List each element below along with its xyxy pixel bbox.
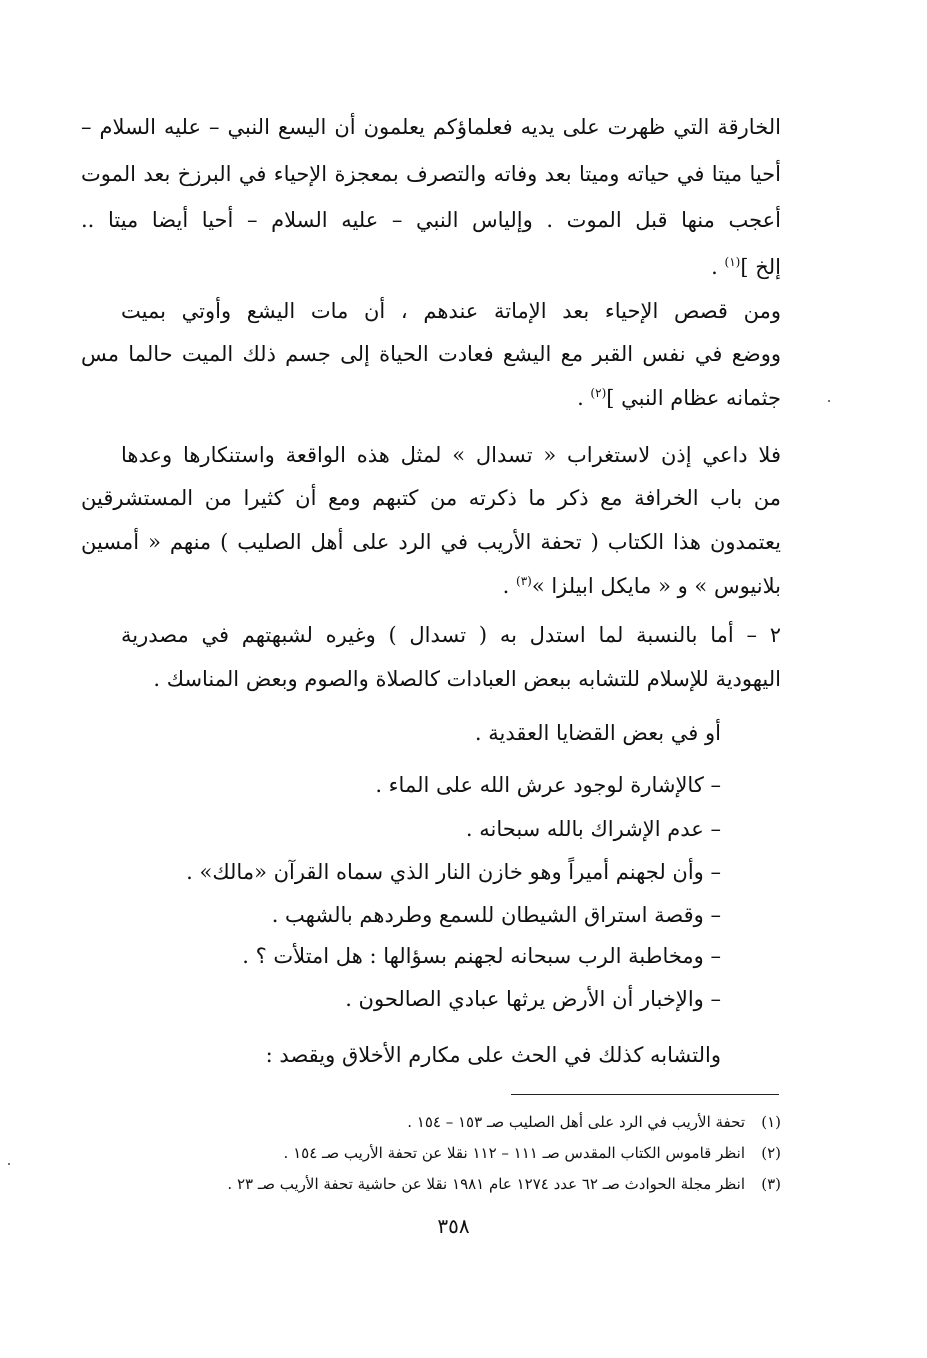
paragraph-6: والتشابه كذلك في الحث على مكارم الأخلاق ويقصد : — [265, 1043, 721, 1067]
line-end: . — [577, 386, 591, 410]
text-line: فلا داعي إذن لاستغراب « تسدال » لمثل هذه الواقعة واستنكارها وعدها — [121, 443, 781, 467]
text-line — [81, 378, 781, 413]
list-item: – ومخاطبة الرب سبحانه لجهنم بسؤالها : هل امتلأت ؟ . — [242, 944, 721, 968]
list-item: – والإخبار أن الأرض يرثها عبادي الصالحون . — [345, 987, 721, 1011]
text-line: الخارقة التي ظهرت على يديه فعلماؤكم يعلمون أن اليسع النبي – عليه السلام – — [81, 115, 781, 139]
footnote-1 — [407, 1111, 781, 1133]
text-line — [81, 247, 781, 282]
list-item: – عدم الإشراك بالله سبحانه . — [465, 817, 721, 841]
paragraph-5: أو في بعض القضايا العقدية . — [474, 721, 721, 745]
footnote-marker-2: (٢) — [590, 386, 607, 400]
text-line: من باب الخرافة مع ذكر ما ذكرته من كتبهم ومع أن كثيرا من المستشرقين — [81, 486, 781, 510]
scan-speck — [828, 400, 830, 402]
line-text: إلخ ] — [740, 255, 781, 279]
text-line — [81, 566, 781, 601]
text-line: أحيا ميتا في حياته وميتا بعد وفاته والتصرف بمعجزة الإحياء في البرزخ بعد الموت — [81, 162, 781, 186]
text-line: اليهودية للإسلام للتشابه ببعض العبادات كالصلاة والصوم وبعض المناسك . — [153, 667, 781, 691]
list-item: – وأن لجهنم أميراً وهو خازن النار الذي سماه القرآن «مالك» . — [186, 860, 721, 884]
line-end: . — [711, 255, 725, 279]
footnote-number: (٢) — [761, 1144, 781, 1162]
footnote-number: (١) — [761, 1113, 781, 1131]
line-end: . — [502, 574, 516, 598]
text-line: ووضع في نفس القبر مع اليشع فعادت الحياة إلى جسم ذلك الميت حالما مس — [81, 342, 781, 366]
line-text: بلانيوس » و « مايكل ابيلزا » — [531, 574, 781, 598]
text-line: يعتمدون هذا الكتاب ( تحفة الأريب في الرد على أهل الصليب ) منهم « أمسين — [81, 530, 781, 554]
footnote-3 — [227, 1173, 781, 1195]
footnote-marker-3: (٣) — [516, 574, 532, 588]
footnote-separator — [511, 1094, 779, 1095]
footnote-text: انظر مجلة الحوادث صـ ٦٢ عدد ١٢٧٤ عام ١٩٨١ نقلا عن حاشية تحفة الأريب صـ ٢٣ . — [227, 1175, 745, 1193]
scan-speck — [8, 1163, 10, 1165]
footnote-number: (٣) — [761, 1175, 781, 1193]
footnote-text: انظر قاموس الكتاب المقدس صـ ١١١ – ١١٢ نقلا عن تحفة الأريب صـ ١٥٤ . — [283, 1144, 745, 1162]
footnote-2 — [284, 1142, 781, 1164]
text-line: ومن قصص الإحياء بعد الإماتة عندهم ، أن مات اليشع وأوتي بميت — [121, 299, 781, 323]
list-item: – كالإشارة لوجود عرش الله على الماء . — [375, 773, 721, 797]
list-item: – وقصة استراق الشيطان للسمع وطردهم بالشهب . — [271, 903, 721, 927]
page-number: ٣٥٨ — [437, 1214, 470, 1238]
text-line: أعجب منها قبل الموت . وإلياس النبي – عليه السلام – أحيا أيضا ميتا .. — [81, 208, 781, 232]
line-text: جثمانه عظام النبي ] — [606, 386, 781, 410]
footnote-marker-1: (١) — [724, 255, 741, 269]
footnote-text: تحفة الأريب في الرد على أهل الصليب صـ ١٥٣ – ١٥٤ . — [407, 1113, 745, 1131]
text-line: ٢ – أما بالنسبة لما استدل به ( تسدال ) وغيره لشبهتهم في مصدرية — [121, 623, 781, 647]
